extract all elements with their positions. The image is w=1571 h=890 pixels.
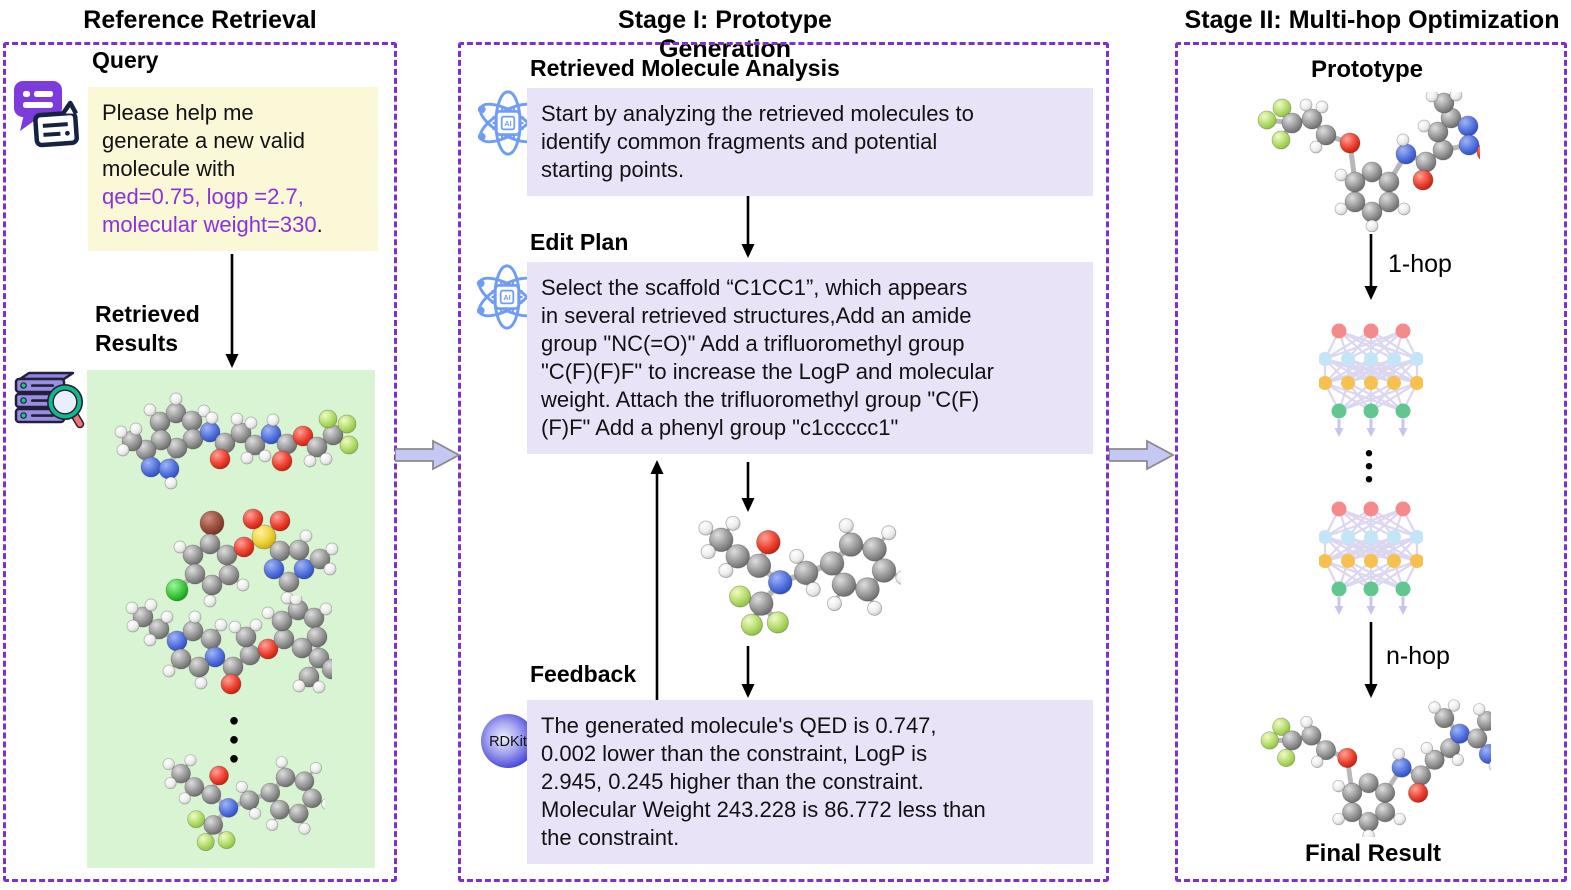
- left-panel-title: Reference Retrieval: [83, 6, 317, 34]
- query-text-box: Please help me generate a new valid molecule with qed=0.75, logp =2.7, molecular weight=330.: [88, 87, 378, 251]
- hopn-label: n-hop: [1386, 642, 1450, 670]
- arrow-analysis-to-editplan: [740, 196, 756, 258]
- arrow-editplan-to-molecule: [740, 462, 756, 512]
- analysis-text-box: Start by analyzing the retrieved molecules to identify common fragments and potential starting points.: [527, 88, 1093, 196]
- arrow-molecule-to-feedback: [740, 646, 756, 698]
- analysis-heading: Retrieved Molecule Analysis: [530, 55, 840, 81]
- arrow-nhop-final: [1363, 622, 1379, 698]
- hop1-label: 1-hop: [1388, 250, 1452, 278]
- prototype-heading: Prototype: [1310, 56, 1423, 83]
- molecule-retrieved-2: [150, 506, 354, 610]
- query-heading: Query: [92, 47, 159, 73]
- svg-text:AI: AI: [504, 118, 512, 128]
- feedback-text-box: The generated molecule's QED is 0.747, 0.002 lower than the constraint, LogP is 2.945, 0.245 higher than the constraint. Molecular Weight 243.228 is 86.772 less than the constraint.: [527, 700, 1093, 864]
- stage1-panel-title: Stage I: Prototype Generation: [618, 6, 832, 63]
- stage2-panel-title: Stage II: Multi-hop Optimization: [1184, 6, 1560, 34]
- ellipsis-dots-left: [228, 716, 240, 766]
- database-search-icon: [8, 371, 86, 429]
- svg-text:AI: AI: [503, 292, 511, 302]
- network-hop-1: [1319, 322, 1423, 440]
- chat-document-icon: [12, 78, 80, 150]
- ellipsis-dots-right: [1363, 449, 1375, 485]
- network-hop-n: [1319, 500, 1423, 618]
- arrow-feedback-to-editplan: [649, 460, 665, 700]
- molecule-prototype: [1254, 92, 1480, 232]
- final-result-heading: Final Result: [1304, 840, 1442, 867]
- molecule-final: [1260, 690, 1491, 837]
- molecule-retrieved-3: [120, 596, 332, 702]
- feedback-heading: Feedback: [530, 661, 637, 687]
- molecule-generated: [674, 508, 901, 652]
- molecule-retrieved-1: [96, 382, 372, 498]
- arrow-query-to-retrieved: [224, 254, 240, 368]
- rdkit-icon-label: RDKit: [489, 734, 527, 750]
- edit-plan-text-box: Select the scaffold “C1CC1”, which appears in several retrieved structures,Add an amide group "NC(=O)" Add a trifluoromethyl group "C(F)(F)F" to increase the LogP and molecular weight. Attach the trifluoromethyl group "C(F) (F)F" Add a phenyl group "c1ccccc1": [527, 262, 1093, 454]
- arrow-prototype-1hop: [1363, 234, 1379, 300]
- edit-plan-heading: Edit Plan: [530, 229, 629, 255]
- flow-arrow-retrieval-to-stage1: [395, 438, 461, 472]
- flow-arrow-stage1-to-stage2: [1109, 438, 1175, 472]
- retrieved-results-heading: Retrieved Results: [95, 301, 200, 356]
